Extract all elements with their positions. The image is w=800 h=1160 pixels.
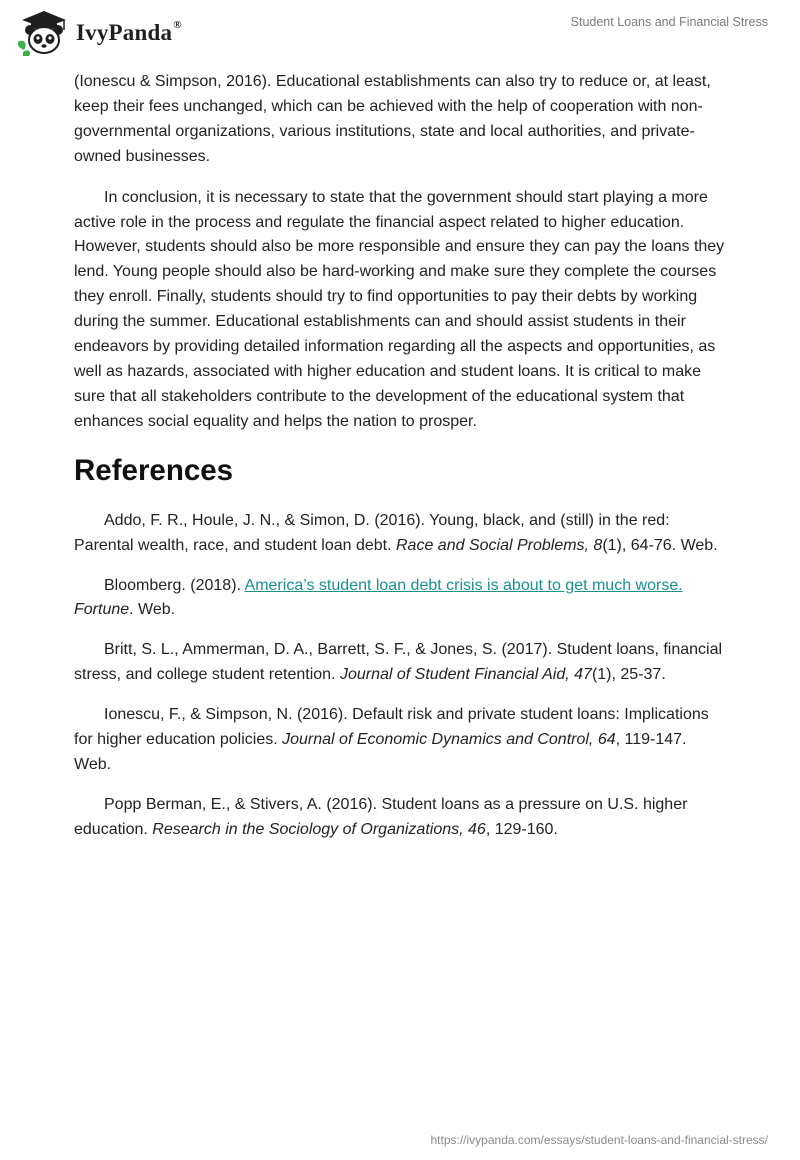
panda-graduate-icon <box>14 8 70 56</box>
reference-item: Addo, F. R., Houle, J. N., & Simon, D. (2016). Young, black, and (still) in the red: Parental wealth, race, and student loan debt. Race and Social Problems, 8(1), 64-76. Web. <box>74 511 718 554</box>
logo-wordmark: IvyPanda® <box>76 19 182 45</box>
references-heading: References <box>74 453 234 487</box>
source-url[interactable]: https://ivypanda.com/essays/student-loans-and-financial-stress/ <box>430 1133 768 1147</box>
page-header <box>0 0 800 70</box>
body-paragraph: (Ionescu & Simpson, 2016). Educational establishments can also try to reduce or, at least, keep their fees unchanged, which can be achieved with the help of cooperation with non-governmental organizations, various institutions, state and local authorities, and private-owned businesses. <box>74 73 711 165</box>
essay-content <box>74 70 726 858</box>
reference-item: Britt, S. L., Ammerman, D. A., Barrett, S. F., & Jones, S. (2017). Student loans, financial stress, and college student retention. Journal of Student Financial Aid, 47(1), 25-37. <box>74 641 723 684</box>
reference-item: Popp Berman, E., & Stivers, A. (2016). Student loans as a pressure on U.S. higher education. Research in the Sociology of Organizations, 46, 129-160. <box>74 795 688 838</box>
ivypanda-logo[interactable] <box>14 8 182 56</box>
reference-item: Ionescu, F., & Simpson, N. (2016). Default risk and private student loans: Implications for higher education policies. Journal of Economic Dynamics and Control, 64, 119-147. Web. <box>74 706 709 773</box>
conclusion-paragraph: In conclusion, it is necessary to state that the government should start playing a more active role in the process and regulate the financial aspect related to higher education. However, students should also be more responsible and ensure they can pay the loans they lend. Young people should also be hard-working and make sure they complete the courses they enroll. Finally, students should try to find opportunities to pay their debts by working during the summer. Educational establishments can and should assist students in their endeavors by providing detailed information regarding all the aspects and opportunities, as well as hazards, associated with higher education and student loans. It is critical to make sure that all stakeholders contribute to the development of the educational system that enhances social equality and helps the nation to prosper. <box>74 188 725 430</box>
reference-link[interactable]: America’s student loan debt crisis is about to get much worse. <box>244 576 683 594</box>
document-title: Student Loans and Financial Stress <box>570 15 768 29</box>
reference-item: Bloomberg. (2018). America’s student loan debt crisis is about to get much worse. Fortune. Web. <box>74 576 683 619</box>
